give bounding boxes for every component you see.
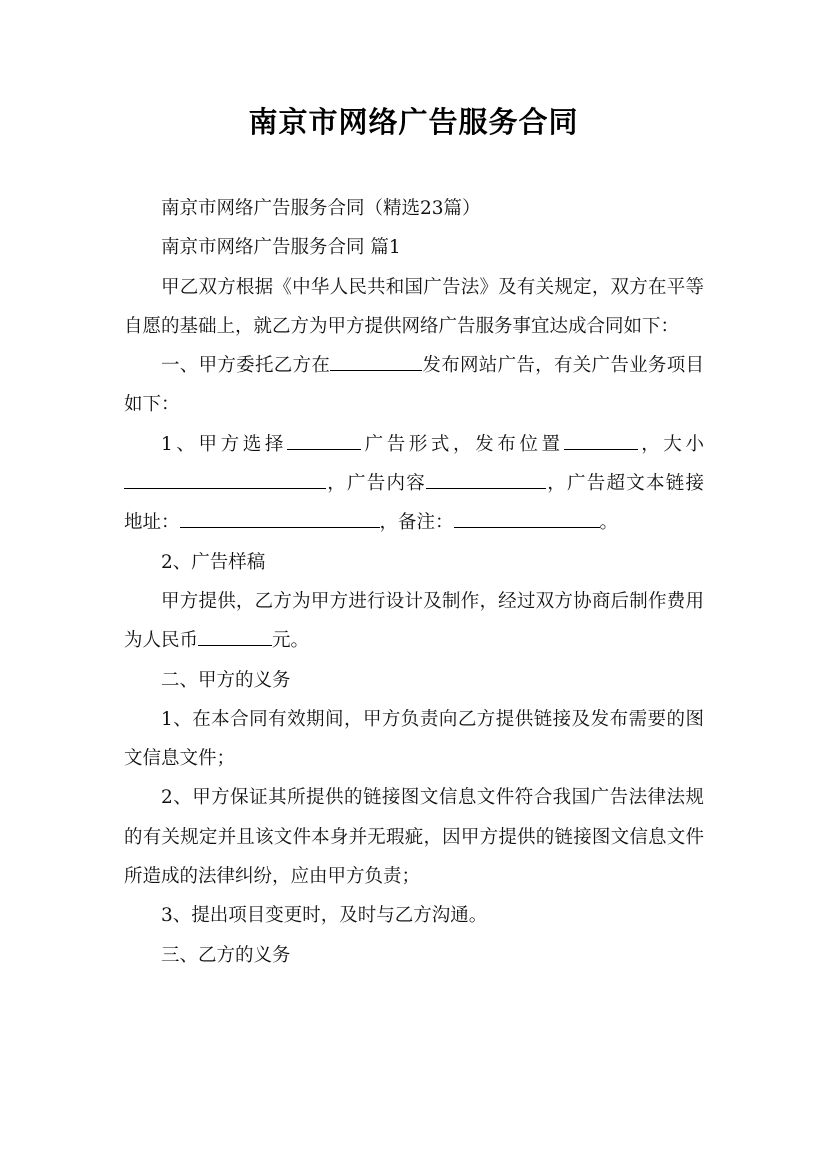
blank-field-content: [426, 468, 546, 489]
paragraph-clause-2-1: 1、在本合同有效期间，甲方负责向乙方提供链接及发布需要的图文信息文件；: [124, 708, 704, 770]
clause-1-2-text-a: 甲方提供，乙方为甲方进行设计及制作，经过双方协商后制作费用为人民币: [124, 590, 704, 652]
paragraph-clause-1-1: [124, 425, 704, 543]
clause-1-1-text-b: 广告形式，发布位置: [360, 433, 564, 455]
paragraph-clause-2-3: 3、提出项目变更时，及时与乙方沟通。: [161, 905, 488, 927]
clause-1-1-text-a: 1、甲方选择: [161, 433, 287, 455]
clause-1-1-text-f: ，备注：: [379, 512, 454, 534]
paragraph-clause-1: [124, 346, 704, 425]
paragraph-clause-1-2: 2、广告样稿: [161, 551, 266, 573]
paragraph-intro: 甲乙双方根据《中华人民共和国广告法》及有关规定，双方在平等自愿的基础上，就乙方为甲方提供网络广告服务事宜达成合同如下：: [124, 276, 704, 337]
clause-1-1-text-e: ，广告超文本链接地址：: [124, 473, 704, 534]
clause-1-1-text-c: ，大小: [637, 433, 704, 455]
blank-field-hyperlink: [180, 507, 380, 528]
paragraph-section-2: 二、甲方的义务: [161, 669, 291, 691]
clause-1-1-text-g: 。: [599, 512, 619, 534]
clause-1-1-text-d: ，广告内容: [326, 473, 426, 495]
document-body: [124, 189, 704, 975]
paragraph-clause-1-2-detail: [124, 582, 704, 661]
clause-1-text-b: 发布网站广告，有关广告业务项目如下：: [124, 355, 704, 416]
blank-field-website: [330, 350, 422, 371]
document-title: 南京市网络广告服务合同: [248, 105, 579, 139]
clause-1-text-a: 一、甲方委托乙方在: [161, 355, 331, 377]
clause-1-2-text-b: 元。: [272, 630, 310, 652]
paragraph-section-3: 三、乙方的义务: [161, 944, 291, 966]
blank-field-fee: [198, 625, 272, 646]
blank-field-size: [124, 468, 326, 489]
blank-field-remark: [454, 507, 600, 528]
paragraph-subtitle: 南京市网络广告服务合同（精选23篇）: [161, 198, 481, 219]
paragraph-clause-2-2: 2、甲方保证其所提供的链接图文信息文件符合我国广告法律法规的有关规定并且该文件本身并无瑕疵，因甲方提供的链接图文信息文件所造成的法律纠纷，应由甲方负责；: [124, 787, 704, 888]
blank-field-position: [564, 429, 638, 450]
blank-field-ad-form: [287, 429, 361, 450]
paragraph-section-heading: 南京市网络广告服务合同 篇1: [161, 237, 401, 259]
